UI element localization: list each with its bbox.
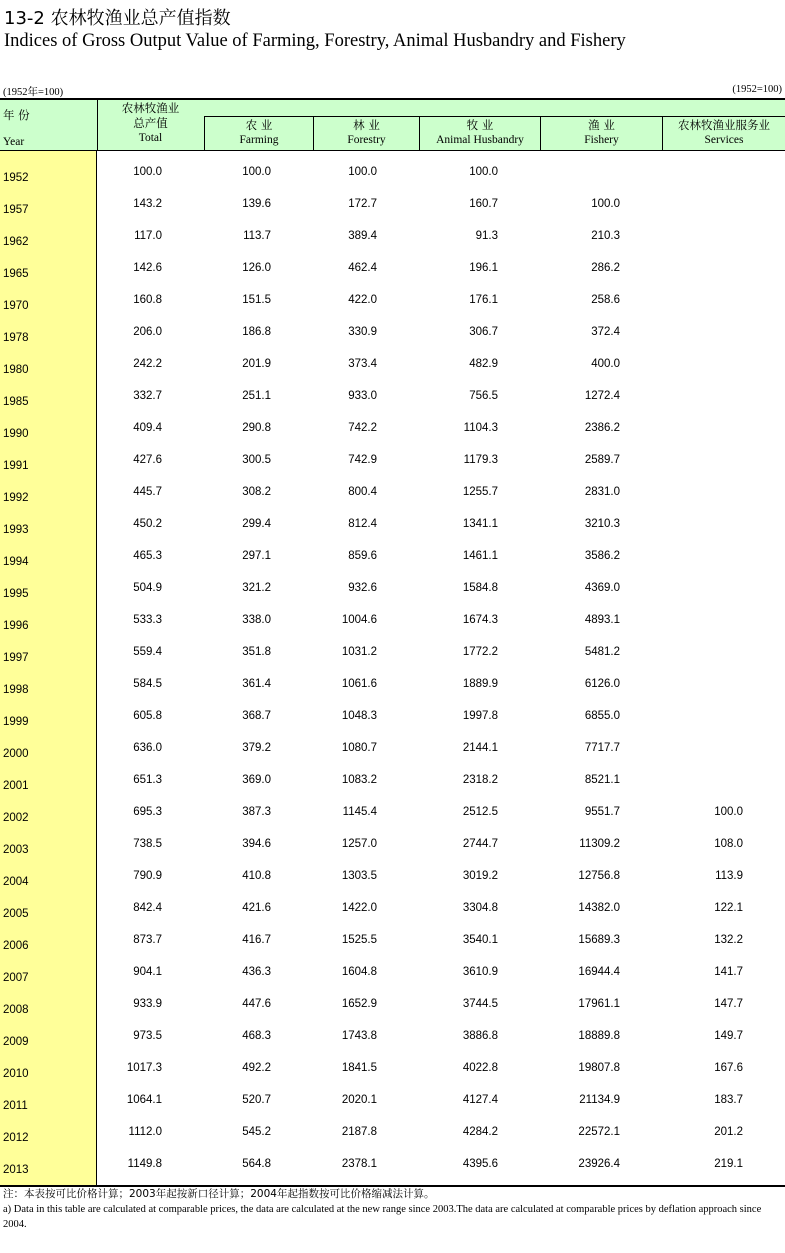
cell-farming: 151.5 [242, 294, 271, 306]
cell-farming: 299.4 [242, 518, 271, 530]
cell-forestry: 1083.2 [341, 774, 377, 786]
cell-year: 1994 [3, 556, 29, 568]
cell-total: 143.2 [133, 198, 162, 210]
cell-animal-husbandry: 1179.3 [463, 454, 498, 466]
cell-animal-husbandry: 91.3 [475, 230, 498, 242]
cell-farming: 186.8 [242, 326, 271, 338]
cell-forestry: 859.6 [348, 550, 377, 562]
header-farming: 农 业 Farming [239, 118, 279, 146]
cell-year: 2011 [3, 1100, 28, 1112]
cell-total: 559.4 [133, 646, 162, 658]
cell-services: 167.6 [714, 1062, 743, 1074]
cell-total: 933.9 [133, 998, 162, 1010]
cell-total: 206.0 [133, 326, 162, 338]
cell-animal-husbandry: 4395.6 [462, 1158, 498, 1170]
cell-services: 219.1 [714, 1158, 743, 1170]
cell-fishery: 14382.0 [578, 902, 620, 914]
cell-farming: 379.2 [242, 742, 271, 754]
table-row [0, 316, 785, 348]
table-row [0, 188, 785, 220]
cell-year: 1985 [3, 396, 29, 408]
cell-fishery: 5481.2 [584, 646, 620, 658]
header-divider [97, 99, 98, 151]
cell-farming: 387.3 [242, 806, 271, 818]
cell-year: 2002 [3, 812, 29, 824]
header-services: 农林牧渔业服务业 Services [678, 118, 770, 146]
cell-forestry: 1422.0 [341, 902, 377, 914]
cell-total: 695.3 [133, 806, 162, 818]
table-row [0, 828, 785, 860]
cell-fishery: 4369.0 [584, 582, 620, 594]
cell-farming: 394.6 [242, 838, 271, 850]
table-row [0, 860, 785, 892]
cell-total: 1064.1 [126, 1094, 162, 1106]
cell-services: 149.7 [714, 1030, 743, 1042]
cell-forestry: 330.9 [348, 326, 377, 338]
cell-forestry: 1080.7 [341, 742, 377, 754]
table-row [0, 380, 785, 412]
cell-animal-husbandry: 4284.2 [462, 1126, 498, 1138]
page-title-en: Indices of Gross Output Value of Farming, Forestry, Animal Husbandry and Fishery [4, 31, 626, 51]
cell-forestry: 1048.3 [341, 710, 377, 722]
cell-services: 132.2 [714, 934, 743, 946]
cell-total: 450.2 [133, 518, 162, 530]
table-row [0, 892, 785, 924]
header-divider [540, 116, 541, 151]
cell-year: 2005 [3, 908, 29, 920]
cell-total: 465.3 [133, 550, 162, 562]
cell-animal-husbandry: 1461.1 [462, 550, 498, 562]
table-row [0, 540, 785, 572]
cell-fishery: 16944.4 [578, 966, 620, 978]
table-row [0, 1084, 785, 1116]
cell-fishery: 19807.8 [578, 1062, 620, 1074]
cell-year: 2004 [3, 876, 29, 888]
cell-forestry: 373.4 [348, 358, 377, 370]
cell-farming: 361.4 [242, 678, 271, 690]
cell-farming: 421.6 [242, 902, 271, 914]
cell-forestry: 2378.1 [341, 1158, 377, 1170]
cell-forestry: 1841.5 [341, 1062, 377, 1074]
cell-forestry: 1604.8 [341, 966, 377, 978]
footnotes [3, 1187, 781, 1232]
cell-animal-husbandry: 3019.2 [462, 870, 498, 882]
table-row [0, 476, 785, 508]
cell-forestry: 462.4 [348, 262, 377, 274]
cell-total: 873.7 [133, 934, 162, 946]
cell-year: 1980 [3, 364, 29, 376]
cell-year: 1996 [3, 620, 29, 632]
cell-forestry: 100.0 [348, 166, 377, 178]
cell-farming: 564.8 [242, 1158, 271, 1170]
cell-year: 2006 [3, 940, 29, 952]
cell-total: 904.1 [133, 966, 162, 978]
cell-forestry: 1525.5 [341, 934, 377, 946]
cell-year: 1962 [3, 236, 29, 248]
cell-animal-husbandry: 2744.7 [462, 838, 498, 850]
cell-fishery: 23926.4 [578, 1158, 620, 1170]
cell-fishery: 11309.2 [579, 838, 620, 850]
cell-forestry: 742.9 [348, 454, 377, 466]
cell-forestry: 742.2 [348, 422, 377, 434]
cell-year: 1965 [3, 268, 29, 280]
cell-year: 1998 [3, 684, 29, 696]
table-row [0, 156, 785, 188]
cell-year: 2008 [3, 1004, 29, 1016]
cell-animal-husbandry: 3304.8 [462, 902, 498, 914]
cell-forestry: 1061.6 [341, 678, 377, 690]
cell-total: 427.6 [133, 454, 162, 466]
cell-services: 122.1 [714, 902, 743, 914]
cell-year: 2013 [3, 1164, 29, 1176]
cell-animal-husbandry: 756.5 [469, 390, 498, 402]
cell-fishery: 400.0 [591, 358, 620, 370]
table-row [0, 732, 785, 764]
header-divider [313, 116, 314, 151]
table-row [0, 700, 785, 732]
cell-animal-husbandry: 176.1 [469, 294, 498, 306]
cell-services: 201.2 [714, 1126, 743, 1138]
cell-farming: 338.0 [242, 614, 271, 626]
cell-forestry: 1031.2 [341, 646, 377, 658]
cell-forestry: 2020.1 [341, 1094, 377, 1106]
header-animal-husbandry: 牧 业 Animal Husbandry [436, 118, 524, 146]
cell-total: 142.6 [133, 262, 162, 274]
cell-total: 790.9 [133, 870, 162, 882]
table-row [0, 1020, 785, 1052]
cell-total: 842.4 [133, 902, 162, 914]
cell-year: 1952 [3, 172, 29, 184]
table-row [0, 604, 785, 636]
cell-animal-husbandry: 100.0 [469, 166, 498, 178]
cell-year: 2000 [3, 748, 29, 760]
cell-year: 2010 [3, 1068, 29, 1080]
cell-fishery: 4893.1 [584, 614, 620, 626]
cell-farming: 351.8 [242, 646, 271, 658]
cell-fishery: 8521.1 [584, 774, 620, 786]
header-bottom-rule [0, 150, 785, 151]
cell-total: 738.5 [133, 838, 162, 850]
cell-total: 973.5 [133, 1030, 162, 1042]
cell-fishery: 2831.0 [584, 486, 620, 498]
cell-animal-husbandry: 160.7 [469, 198, 498, 210]
cell-fishery: 7717.7 [584, 742, 620, 754]
cell-fishery: 9551.7 [584, 806, 620, 818]
cell-forestry: 172.7 [348, 198, 377, 210]
cell-animal-husbandry: 3744.5 [462, 998, 498, 1010]
cell-farming: 492.2 [242, 1062, 271, 1074]
base-year-note-cn: (1952年=100) [3, 87, 64, 98]
table-row [0, 1052, 785, 1084]
cell-farming: 436.3 [242, 966, 271, 978]
cell-farming: 297.1 [242, 550, 271, 562]
cell-farming: 308.2 [242, 486, 271, 498]
cell-farming: 251.1 [242, 390, 271, 402]
cell-total: 636.0 [133, 742, 162, 754]
cell-forestry: 933.0 [348, 390, 377, 402]
cell-farming: 321.2 [242, 582, 271, 594]
cell-total: 1017.3 [126, 1062, 162, 1074]
cell-total: 409.4 [133, 422, 162, 434]
cell-services: 183.7 [714, 1094, 743, 1106]
cell-year: 2007 [3, 972, 29, 984]
cell-forestry: 1303.5 [341, 870, 377, 882]
cell-animal-husbandry: 1674.3 [462, 614, 498, 626]
table-row [0, 444, 785, 476]
cell-year: 2001 [3, 780, 29, 792]
cell-year: 1997 [3, 652, 29, 664]
cell-fishery: 12756.8 [578, 870, 620, 882]
cell-fishery: 15689.3 [578, 934, 620, 946]
cell-animal-husbandry: 4022.8 [462, 1062, 498, 1074]
cell-farming: 290.8 [242, 422, 271, 434]
cell-fishery: 258.6 [591, 294, 620, 306]
header-divider [204, 116, 205, 151]
table-row [0, 220, 785, 252]
cell-farming: 201.9 [242, 358, 271, 370]
cell-farming: 113.7 [243, 230, 271, 242]
header-divider [662, 116, 663, 151]
cell-animal-husbandry: 3610.9 [462, 966, 498, 978]
cell-fishery: 22572.1 [578, 1126, 620, 1138]
cell-farming: 468.3 [242, 1030, 271, 1042]
page-title-cn: 13-2 农林牧渔业总产值指数 [4, 8, 231, 29]
cell-forestry: 1257.0 [341, 838, 377, 850]
cell-fishery: 372.4 [591, 326, 620, 338]
cell-total: 533.3 [133, 614, 162, 626]
table-row [0, 796, 785, 828]
base-year-note-en: (1952=100) [732, 84, 782, 95]
table-row [0, 1148, 785, 1180]
cell-forestry: 389.4 [348, 230, 377, 242]
cell-fishery: 2386.2 [584, 422, 620, 434]
cell-fishery: 3586.2 [584, 550, 620, 562]
cell-farming: 139.6 [242, 198, 271, 210]
cell-year: 1957 [3, 204, 29, 216]
cell-animal-husbandry: 1889.9 [462, 678, 498, 690]
cell-year: 1991 [3, 460, 29, 472]
cell-total: 584.5 [133, 678, 162, 690]
cell-fishery: 100.0 [591, 198, 620, 210]
cell-total: 651.3 [133, 774, 162, 786]
cell-total: 504.9 [133, 582, 162, 594]
cell-animal-husbandry: 3540.1 [462, 934, 498, 946]
cell-farming: 368.7 [242, 710, 271, 722]
header-sub-rule [205, 116, 785, 117]
header-total: 农林牧渔业 总产值 Total [121, 101, 180, 144]
table-row [0, 988, 785, 1020]
footnote-cn: 注：本表按可比价格计算；2003年起按新口径计算；2004年起指数按可比价格缩减法计算。 [3, 1188, 435, 1200]
cell-services: 147.7 [714, 998, 743, 1010]
cell-year: 1978 [3, 332, 29, 344]
cell-farming: 416.7 [242, 934, 271, 946]
cell-total: 117.0 [134, 230, 162, 242]
cell-forestry: 812.4 [348, 518, 377, 530]
cell-farming: 126.0 [242, 262, 271, 274]
cell-total: 1149.8 [127, 1158, 162, 1170]
cell-fishery: 1272.4 [584, 390, 620, 402]
cell-fishery: 210.3 [591, 230, 620, 242]
cell-forestry: 1652.9 [341, 998, 377, 1010]
cell-farming: 520.7 [242, 1094, 271, 1106]
cell-forestry: 1004.6 [341, 614, 377, 626]
cell-animal-husbandry: 2144.1 [462, 742, 498, 754]
cell-farming: 100.0 [242, 166, 271, 178]
header-divider [419, 116, 420, 151]
cell-year: 2003 [3, 844, 29, 856]
cell-services: 108.0 [714, 838, 743, 850]
cell-animal-husbandry: 1997.8 [462, 710, 498, 722]
cell-fishery: 6855.0 [584, 710, 620, 722]
cell-services: 113.9 [715, 870, 743, 882]
cell-forestry: 2187.8 [341, 1126, 377, 1138]
table-row [0, 572, 785, 604]
cell-forestry: 932.6 [348, 582, 377, 594]
cell-farming: 300.5 [242, 454, 271, 466]
table-row [0, 284, 785, 316]
header-fishery: 渔 业 Fishery [584, 118, 619, 146]
footnote-en: a) Data in this table are calculated at comparable prices, the data are calculated at the new range since 2003.The data are calculated at comparable prices by deflation approach since 2004. [3, 1204, 762, 1230]
cell-animal-husbandry: 1255.7 [462, 486, 498, 498]
cell-farming: 410.8 [242, 870, 271, 882]
cell-total: 445.7 [133, 486, 162, 498]
cell-farming: 369.0 [242, 774, 271, 786]
header-forestry: 林 业 Forestry [347, 118, 386, 146]
cell-year: 1990 [3, 428, 29, 440]
cell-farming: 545.2 [242, 1126, 271, 1138]
cell-animal-husbandry: 3886.8 [462, 1030, 498, 1042]
table-top-rule [0, 98, 785, 100]
cell-animal-husbandry: 1772.2 [462, 646, 498, 658]
cell-total: 100.0 [133, 166, 162, 178]
cell-year: 1999 [3, 716, 29, 728]
cell-animal-husbandry: 1104.3 [463, 422, 498, 434]
cell-animal-husbandry: 4127.4 [462, 1094, 498, 1106]
cell-services: 141.7 [714, 966, 743, 978]
table-row [0, 924, 785, 956]
table-row [0, 1116, 785, 1148]
table-row [0, 636, 785, 668]
cell-total: 1112.0 [128, 1126, 162, 1138]
cell-services: 100.0 [714, 806, 743, 818]
cell-year: 1993 [3, 524, 29, 536]
cell-forestry: 1145.4 [342, 806, 377, 818]
cell-forestry: 422.0 [348, 294, 377, 306]
cell-fishery: 2589.7 [584, 454, 620, 466]
cell-year: 1992 [3, 492, 29, 504]
cell-year: 1970 [3, 300, 29, 312]
cell-total: 605.8 [133, 710, 162, 722]
cell-fishery: 17961.1 [578, 998, 620, 1010]
cell-total: 332.7 [133, 390, 162, 402]
cell-year: 1995 [3, 588, 29, 600]
table-row [0, 508, 785, 540]
table-row [0, 764, 785, 796]
cell-animal-husbandry: 1341.1 [462, 518, 498, 530]
cell-fishery: 18889.8 [578, 1030, 620, 1042]
header-year: 年 份 Year [3, 108, 30, 148]
cell-animal-husbandry: 1584.8 [462, 582, 498, 594]
cell-year: 2012 [3, 1132, 29, 1144]
table-row [0, 668, 785, 700]
table-row [0, 956, 785, 988]
cell-forestry: 800.4 [348, 486, 377, 498]
cell-year: 2009 [3, 1036, 29, 1048]
cell-total: 160.8 [133, 294, 162, 306]
table-row [0, 252, 785, 284]
cell-animal-husbandry: 2318.2 [462, 774, 498, 786]
cell-farming: 447.6 [242, 998, 271, 1010]
cell-total: 242.2 [133, 358, 162, 370]
cell-fishery: 21134.9 [579, 1094, 620, 1106]
cell-fishery: 6126.0 [584, 678, 620, 690]
cell-animal-husbandry: 306.7 [469, 326, 498, 338]
cell-animal-husbandry: 196.1 [469, 262, 498, 274]
cell-fishery: 3210.3 [584, 518, 620, 530]
cell-animal-husbandry: 482.9 [469, 358, 498, 370]
cell-forestry: 1743.8 [341, 1030, 377, 1042]
cell-animal-husbandry: 2512.5 [462, 806, 498, 818]
table-row [0, 348, 785, 380]
table-row [0, 412, 785, 444]
cell-fishery: 286.2 [591, 262, 620, 274]
